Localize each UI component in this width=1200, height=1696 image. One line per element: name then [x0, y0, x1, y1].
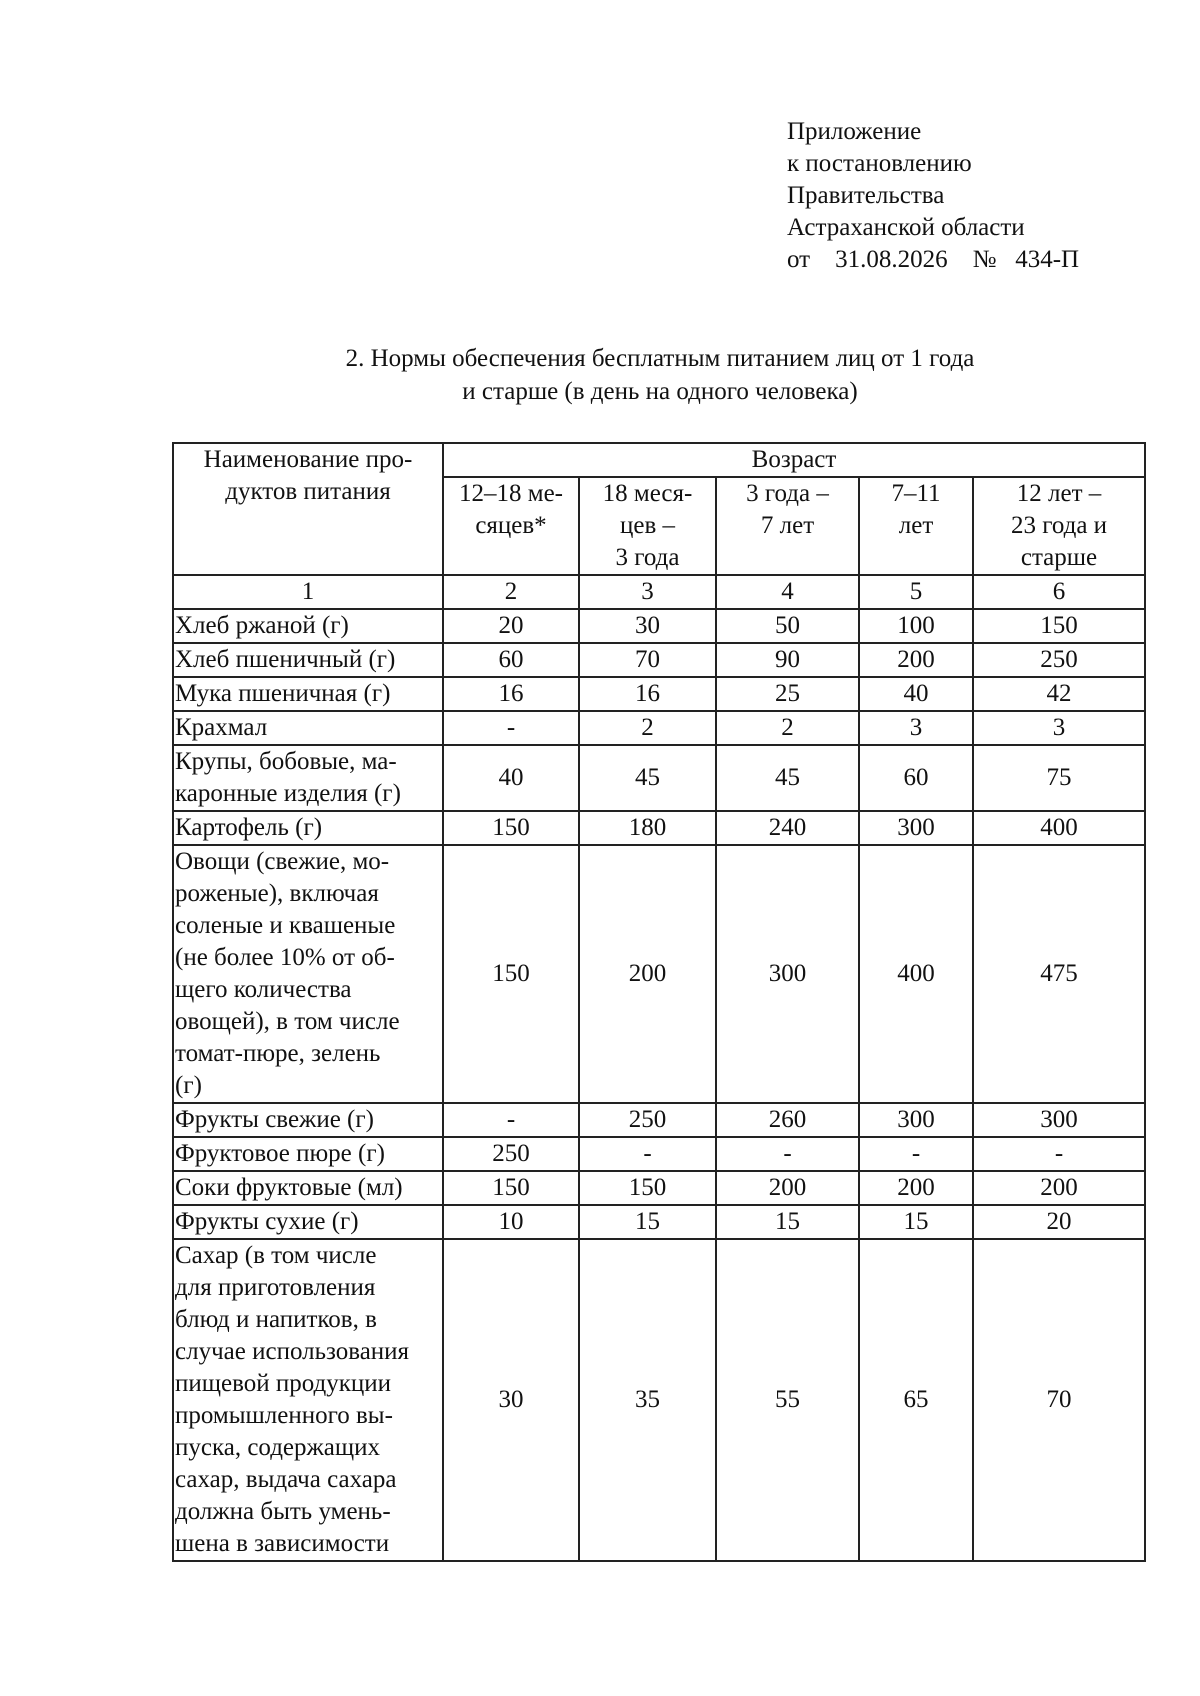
norm-value: 40 — [859, 677, 973, 711]
norm-value: - — [859, 1137, 973, 1171]
header-age-column: 12 лет – 23 года и старше — [973, 477, 1145, 575]
column-number: 3 — [579, 575, 716, 609]
table-row — [173, 1205, 1145, 1239]
norm-value: 200 — [716, 1171, 859, 1205]
table-row — [173, 745, 1145, 811]
table-row — [173, 1171, 1145, 1205]
norm-value: 300 — [859, 1103, 973, 1137]
product-name: Крахмал — [173, 711, 443, 745]
norm-value: 15 — [859, 1205, 973, 1239]
norm-value: 300 — [716, 845, 859, 1103]
norm-value: 240 — [716, 811, 859, 845]
norm-value: 20 — [973, 1205, 1145, 1239]
norm-value: 42 — [973, 677, 1145, 711]
norm-value: 475 — [973, 845, 1145, 1103]
table-row — [173, 1137, 1145, 1171]
norm-value: 250 — [579, 1103, 716, 1137]
norm-value: 55 — [716, 1239, 859, 1561]
header-age-column: 18 меся- цев – 3 года — [579, 477, 716, 575]
norm-value: 200 — [859, 643, 973, 677]
norm-value: 30 — [579, 609, 716, 643]
table-row — [173, 609, 1145, 643]
appendix-line: Приложение — [787, 118, 922, 145]
norm-value: 250 — [443, 1137, 579, 1171]
table-row — [173, 1239, 1145, 1561]
norm-value: 90 — [716, 643, 859, 677]
product-name: Картофель (г) — [173, 811, 443, 845]
norm-value: - — [579, 1137, 716, 1171]
table-row — [173, 643, 1145, 677]
norm-value: 180 — [579, 811, 716, 845]
norm-value: 16 — [443, 677, 579, 711]
table-row — [173, 677, 1145, 711]
header-age: Возраст — [443, 443, 1145, 477]
norm-value: 45 — [716, 745, 859, 811]
appendix-date-line — [787, 244, 1079, 276]
norm-value: 200 — [973, 1171, 1145, 1205]
product-name: Фрукты свежие (г) — [173, 1103, 443, 1137]
product-name: Мука пшеничная (г) — [173, 677, 443, 711]
norm-value: 200 — [579, 845, 716, 1103]
column-number: 1 — [173, 575, 443, 609]
norm-value: 70 — [973, 1239, 1145, 1561]
norm-value: 250 — [973, 643, 1145, 677]
norm-value: 35 — [579, 1239, 716, 1561]
appendix-line: к постановлению — [787, 150, 972, 177]
header-age-column: 7–11 лет — [859, 477, 973, 575]
norm-value: 60 — [859, 745, 973, 811]
document-date: 31.08.2026 — [835, 246, 948, 273]
norm-value: 150 — [443, 845, 579, 1103]
column-number: 5 — [859, 575, 973, 609]
norm-value: - — [443, 711, 579, 745]
norm-value: 60 — [443, 643, 579, 677]
norm-value: 3 — [859, 711, 973, 745]
norm-value: 70 — [579, 643, 716, 677]
nutrition-norms-table — [172, 442, 1146, 1562]
column-numbers-row — [173, 575, 1145, 609]
norm-value: 150 — [579, 1171, 716, 1205]
norm-value: 100 — [859, 609, 973, 643]
table-body — [173, 575, 1145, 1561]
norm-value: 300 — [973, 1103, 1145, 1137]
norm-value: 3 — [973, 711, 1145, 745]
table-row — [173, 711, 1145, 745]
document-number: 434-П — [1015, 246, 1080, 273]
norm-value: 150 — [973, 609, 1145, 643]
header-product-name: Наименование про- дуктов питания — [173, 443, 443, 575]
column-number: 6 — [973, 575, 1145, 609]
appendix-block — [787, 116, 1079, 276]
table-row — [173, 811, 1145, 845]
norm-value: 2 — [716, 711, 859, 745]
norm-value: 45 — [579, 745, 716, 811]
norm-value: 150 — [443, 1171, 579, 1205]
norm-value: 400 — [859, 845, 973, 1103]
product-name: Соки фруктовые (мл) — [173, 1171, 443, 1205]
norm-value: 20 — [443, 609, 579, 643]
appendix-line: Астраханской области — [787, 214, 1025, 241]
date-prefix: от — [787, 246, 811, 273]
norm-value: 300 — [859, 811, 973, 845]
norm-value: 65 — [859, 1239, 973, 1561]
norm-value: - — [973, 1137, 1145, 1171]
norm-value: 400 — [973, 811, 1145, 845]
header-age-column: 12–18 ме- сяцев* — [443, 477, 579, 575]
norm-value: - — [716, 1137, 859, 1171]
product-name: Хлеб пшеничный (г) — [173, 643, 443, 677]
product-name: Фрукты сухие (г) — [173, 1205, 443, 1239]
norm-value: 16 — [579, 677, 716, 711]
norm-value: 2 — [579, 711, 716, 745]
table-row — [173, 845, 1145, 1103]
norm-value: 40 — [443, 745, 579, 811]
product-name: Крупы, бобовые, ма- каронные изделия (г) — [173, 745, 443, 811]
column-number: 2 — [443, 575, 579, 609]
section-title — [0, 342, 1200, 408]
product-name: Фруктовое пюре (г) — [173, 1137, 443, 1171]
norm-value: - — [443, 1103, 579, 1137]
norm-value: 10 — [443, 1205, 579, 1239]
product-name: Сахар (в том числе для приготовления блюд и напитков, в случае использования пищевой продукции промышленного вы- пуска, содержащих сахар, выдача сахара должна быть умень- шена в зависимости — [173, 1239, 443, 1561]
product-name: Хлеб ржаной (г) — [173, 609, 443, 643]
norm-value: 30 — [443, 1239, 579, 1561]
norm-value: 75 — [973, 745, 1145, 811]
number-sign: № — [972, 246, 997, 273]
section-title-line2: и старше (в день на одного человека) — [462, 378, 858, 405]
norm-value: 15 — [716, 1205, 859, 1239]
norm-value: 200 — [859, 1171, 973, 1205]
product-name: Овощи (свежие, мо- роженые), включая соленые и квашеные (не более 10% от об- щего количества овощей), в том числе томат-пюре, зелень (г) — [173, 845, 443, 1103]
section-title-line1: 2. Нормы обеспечения бесплатным питанием лиц от 1 года — [345, 345, 975, 372]
norm-value: 260 — [716, 1103, 859, 1137]
norm-value: 15 — [579, 1205, 716, 1239]
norm-value: 150 — [443, 811, 579, 845]
norm-value: 25 — [716, 677, 859, 711]
norm-value: 50 — [716, 609, 859, 643]
appendix-line: Правительства — [787, 182, 945, 209]
column-number: 4 — [716, 575, 859, 609]
header-age-column: 3 года – 7 лет — [716, 477, 859, 575]
table-row — [173, 1103, 1145, 1137]
